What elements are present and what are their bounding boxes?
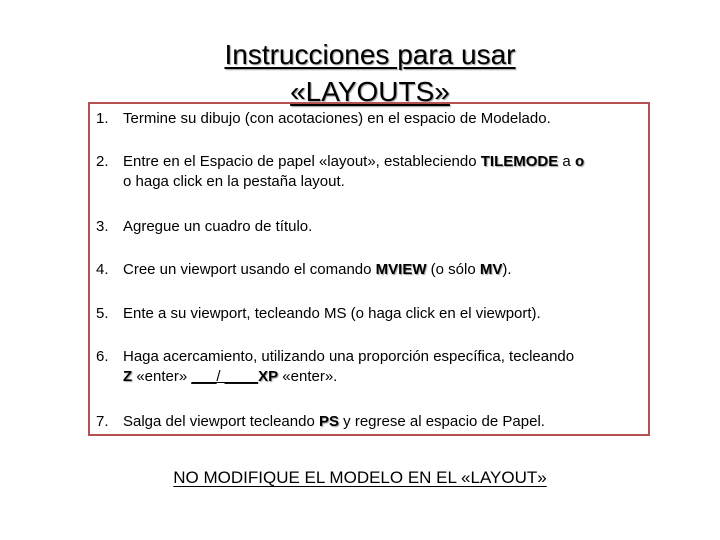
step-6: [96, 347, 644, 387]
step-number: 7.: [96, 413, 109, 430]
step-number: 2.: [96, 153, 109, 170]
step-text-part: y regrese al espacio de Papel.: [338, 413, 545, 430]
step-text-part: Termine su dibujo (con acotaciones) en el espacio de Modelado.: [123, 110, 551, 127]
step-text-part: Cree un viewport usando el comando: [123, 261, 376, 278]
step-text: [123, 347, 644, 387]
step-text-part: «enter».: [278, 368, 338, 385]
step-7: [96, 412, 644, 432]
step-text: [123, 412, 644, 432]
title-line-2: «LAYOUTS»: [290, 76, 450, 107]
command-mv: MV: [479, 261, 503, 278]
step-text-part: Ente a su viewport, tecleando MS (o haga click en el viewport).: [123, 305, 541, 322]
step-text-part: Haga acercamiento, utilizando una proporción específica, tecleando: [123, 348, 575, 365]
step-text: [123, 217, 644, 237]
step-number: 3.: [96, 218, 109, 235]
command-z: Z: [123, 368, 133, 385]
step-number: 6.: [96, 348, 109, 365]
command-mview: MVIEW: [375, 261, 427, 278]
command-xp: XP: [258, 368, 279, 385]
step-1: [96, 109, 644, 129]
step-3: [96, 217, 644, 237]
step-text-part: (o sólo: [426, 261, 480, 278]
step-4: [96, 260, 644, 280]
step-text-part: ).: [502, 261, 512, 278]
step-number: 5.: [96, 305, 109, 322]
page-title: [150, 36, 590, 110]
step-2: [96, 152, 644, 192]
step-text: [123, 304, 644, 324]
step-text: [123, 260, 644, 280]
footer-warning: NO MODIFIQUE EL MODELO EN EL «LAYOUT»: [173, 468, 547, 487]
command-value: o: [574, 153, 585, 170]
step-text-part: o haga click en la pestaña layout.: [123, 173, 345, 190]
command-tilemode: TILEMODE: [480, 153, 559, 170]
step-number: 4.: [96, 261, 109, 278]
step-text-part: a: [558, 153, 575, 170]
command-ps: PS: [318, 413, 339, 430]
title-line-1: Instrucciones para usar: [224, 39, 516, 70]
step-text-part: Agregue un cuadro de título.: [123, 218, 313, 235]
step-text: [123, 109, 644, 129]
step-text-part: Salga del viewport tecleando: [123, 413, 319, 430]
step-5: [96, 304, 644, 324]
scale-blank: ___/ ____: [191, 368, 259, 385]
step-number: 1.: [96, 110, 109, 127]
step-text: [123, 152, 644, 192]
step-text-part: «enter»: [132, 368, 192, 385]
step-text-part: Entre en el Espacio de papel «layout», estableciendo: [123, 153, 481, 170]
